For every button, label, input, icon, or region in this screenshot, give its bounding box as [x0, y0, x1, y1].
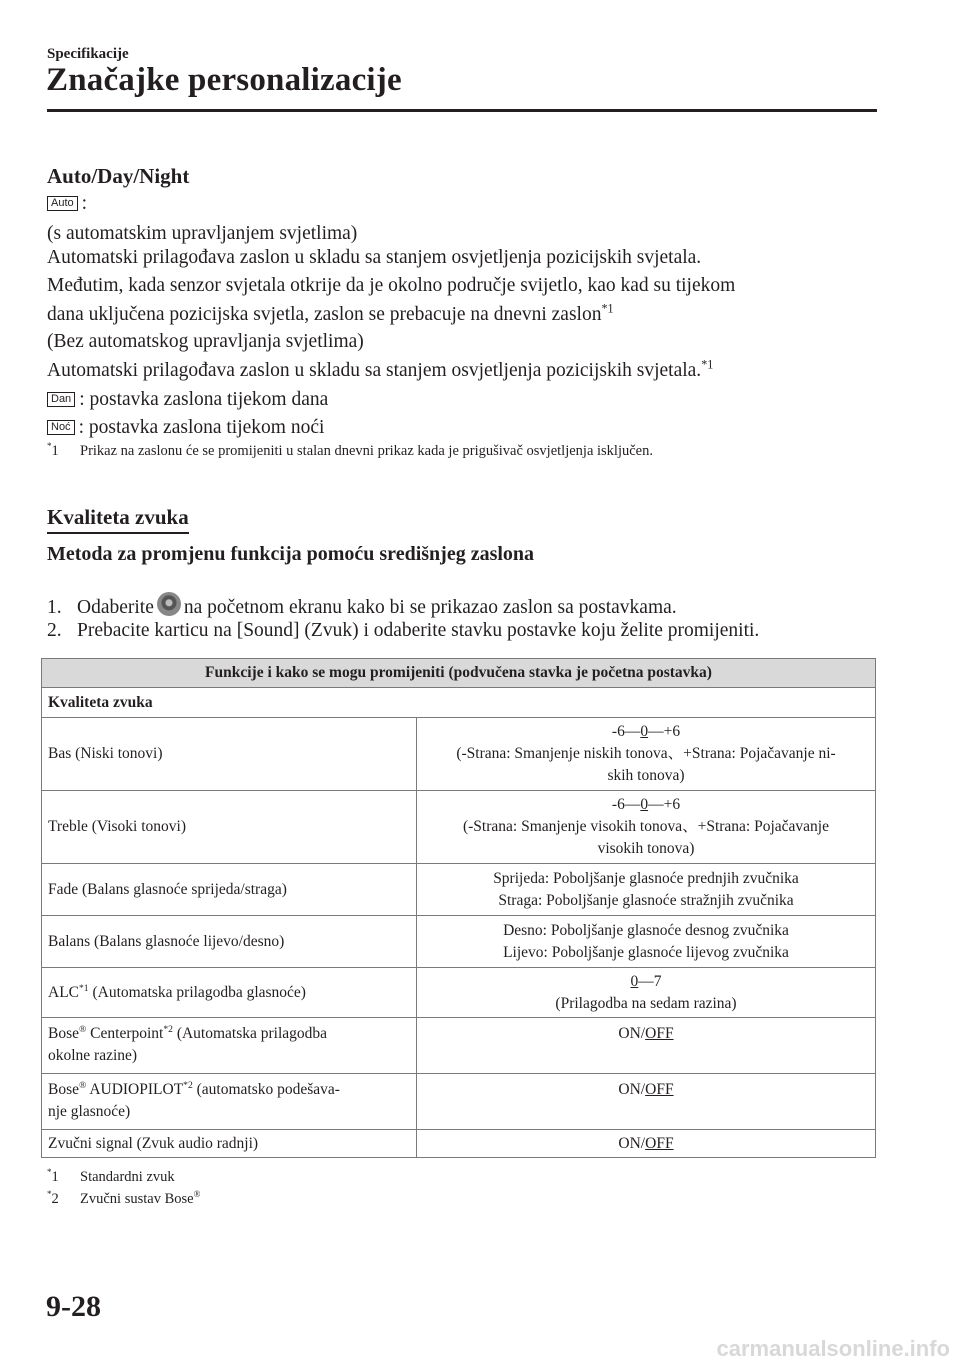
step-2-text: Prebacite karticu na [Sound] (Zvuk) i odaberite stavku postavke koju želite promijeniti.: [77, 620, 760, 641]
fade-value: [417, 864, 876, 916]
auto-desc-line2: Automatski prilagođava zaslon u skladu sa stanjem osvjetljenja pozicijskih svjetala.: [47, 247, 702, 268]
balance-value-2: Lijevo: Poboljšanje glasnoće lijevog zvučnika: [503, 943, 789, 961]
settings-gear-icon: [157, 592, 181, 616]
sound-settings-table: [41, 658, 876, 1158]
balance-label: Balans (Balans glasnoće lijevo/desno): [42, 916, 417, 968]
noc-badge: Noć: [47, 420, 75, 435]
audiopilot-default: OFF: [645, 1081, 674, 1098]
page-title: Značajke personalizacije: [46, 62, 402, 98]
alc-range: 0—7: [630, 972, 662, 990]
centerpoint-value: ON/OFF: [417, 1018, 876, 1074]
table-row: [42, 1018, 876, 1074]
auto-desc-line6-sup: *1: [701, 357, 714, 372]
footnote-display: [47, 443, 653, 460]
title-rule: [47, 109, 877, 112]
fade-value-2: Straga: Poboljšanje glasnoće stražnjih zvučnika: [498, 891, 794, 909]
noc-line: [47, 416, 324, 440]
step-2-number: 2.: [47, 620, 62, 641]
auto-colon: :: [81, 193, 88, 214]
footnote-display-text: Prikaz na zaslonu će se promijeniti u stalan dnevni prikaz kada je prigušivač osvjetljenja isključen.: [80, 443, 653, 459]
bass-range: -6—0—+6: [611, 723, 681, 740]
noc-text: : postavka zaslona tijekom noći: [78, 417, 325, 438]
watermark: carmanualsonline.info: [716, 1336, 950, 1361]
table-row: [42, 864, 876, 916]
fade-value-1: Sprijeda: Poboljšanje glasnoće prednjih zvučnika: [493, 869, 799, 887]
alc-label: ALC$^{*1}$ (Automatska prilagodba glasnoće): [42, 968, 417, 1018]
footnote-display-mark: *: [47, 441, 52, 452]
footnote-2: *2 Zvučni sustav Bose®: [47, 1189, 201, 1207]
alc-value: [417, 968, 876, 1018]
table-header: Funkcije i kako se mogu promijeniti (podvučena stavka je početna postavka): [42, 659, 876, 688]
audiopilot-value: ON/OFF: [417, 1074, 876, 1130]
auto-day-night-heading: Auto/Day/Night: [47, 164, 190, 188]
auto-desc-line4-text: dana uključena pozicijska svjetla, zaslon se prebacuje na dnevni zaslon: [47, 304, 602, 325]
balance-value: [417, 916, 876, 968]
treble-label: Treble (Visoki tonovi): [42, 791, 417, 864]
treble-note-1: (-Strana: Smanjenje visokih tonova、+Strana: Pojačavanje: [462, 818, 829, 835]
footnote-display-num: 1: [51, 443, 59, 459]
dan-text: : postavka zaslona tijekom dana: [79, 389, 329, 410]
bass-note-1: (-Strana: Smanjenje niskih tonova、+Strana: Pojačavanje ni-: [456, 745, 836, 762]
table-row: [42, 1130, 876, 1158]
footnote-1-text: Standardni zvuk: [80, 1169, 175, 1185]
treble-value: [417, 791, 876, 864]
auto-desc-line6-text: Automatski prilagođava zaslon u skladu sa stanjem osvjetljenja pozicijskih svjetala.: [47, 360, 702, 381]
footnote-2-text: Zvučni sustav Bose: [80, 1191, 194, 1207]
beep-default: OFF: [645, 1134, 674, 1152]
dan-badge: Dan: [47, 392, 75, 407]
step-1-post: na početnom ekranu kako bi se prikazao zaslon sa postavkama.: [183, 597, 677, 618]
table-row: [42, 718, 876, 791]
fade-label: Fade (Balans glasnoće sprijeda/straga): [42, 864, 417, 916]
table-row: [42, 916, 876, 968]
auto-desc-line6: [47, 359, 713, 383]
table-group-row: [42, 688, 876, 718]
footnote-1: *1 Standardni zvuk: [47, 1167, 175, 1185]
table-row: [42, 791, 876, 864]
sound-quality-heading: Kvaliteta zvuka: [47, 505, 189, 534]
dan-line: [47, 388, 328, 412]
treble-note-2: visokih tonova): [597, 840, 695, 857]
bass-label: Bas (Niski tonovi): [42, 718, 417, 791]
auto-desc-line4: [47, 303, 614, 327]
auto-desc-line4-sup: *1: [601, 301, 614, 316]
auto-badge: Auto: [47, 196, 78, 211]
bass-value: [417, 718, 876, 791]
table-group-label: Kvaliteta zvuka: [42, 688, 876, 718]
balance-value-1: Desno: Poboljšanje glasnoće desnog zvučnika: [503, 921, 789, 939]
method-heading: Metoda za promjenu funkcija pomoću središnjeg zaslona: [47, 543, 535, 565]
section-label: Specifikacije: [47, 46, 129, 62]
page-number: 9-28: [46, 1290, 101, 1323]
beep-value: ON/OFF: [417, 1130, 876, 1158]
treble-default: 0: [640, 796, 649, 813]
table-row: [42, 968, 876, 1018]
treble-range: -6—0—+6: [611, 796, 681, 813]
table-row: [42, 1074, 876, 1130]
alc-default: 0: [630, 972, 639, 990]
bass-note-2: skih tonova): [607, 767, 685, 784]
bass-default: 0: [640, 723, 649, 740]
centerpoint-default: OFF: [645, 1025, 674, 1042]
auto-desc-line3: Međutim, kada senzor svjetala otkrije da je okolno područje svijetlo, kao kad su tijekom: [47, 275, 736, 296]
step-1-number: 1.: [47, 597, 62, 618]
alc-note: (Prilagodba na sedam razina): [555, 994, 737, 1012]
centerpoint-label: Bose® Centerpoint$^{*2}$ (Automatska prilagodba okolne razine): [42, 1018, 417, 1074]
auto-line: [47, 192, 87, 216]
auto-desc-line5: (Bez automatskog upravljanja svjetlima): [47, 331, 364, 352]
audiopilot-label: Bose® AUDIOPILOT$^{*2}$ (automatsko podešava- nje glasnoće): [42, 1074, 417, 1130]
step-2: [47, 620, 759, 642]
beep-label: Zvučni signal (Zvuk audio radnji): [42, 1130, 417, 1158]
table-header-row: [42, 659, 876, 688]
auto-desc-line1: (s automatskim upravljanjem svjetlima): [47, 223, 358, 244]
step-1: [47, 592, 677, 619]
step-1-pre: Odaberite: [77, 597, 154, 618]
